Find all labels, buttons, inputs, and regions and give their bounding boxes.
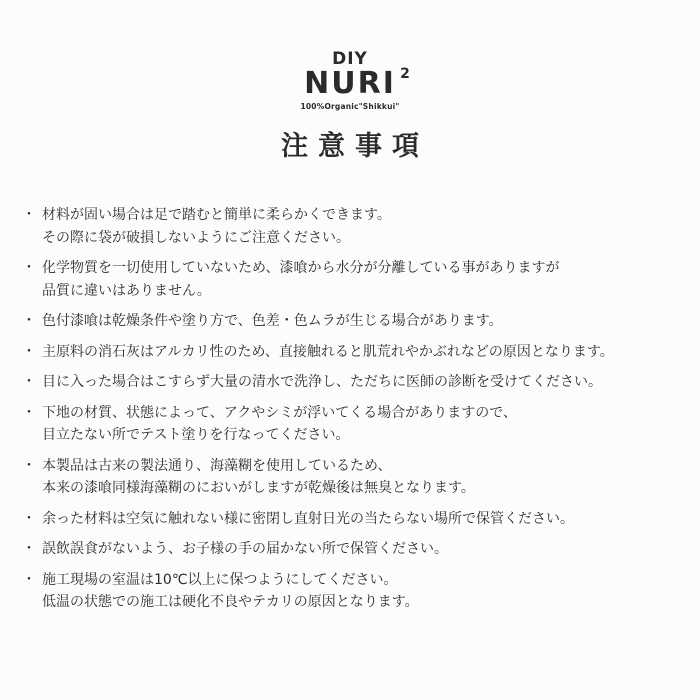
- logo-diy-text: DIY: [332, 49, 368, 69]
- caution-text-line: 余った材料は空気に触れない様に密閉し直射日光の当たらない場所で保管ください。: [42, 510, 574, 527]
- logo-nuri-text: NURI: [304, 66, 396, 101]
- bullet-mark: ・: [22, 404, 36, 421]
- caution-item: [22, 310, 687, 333]
- caution-text-line: 主原料の消石灰はアルカリ性のため、直接触れると肌荒れやかぶれなどの原因となります。: [42, 343, 614, 360]
- caution-text-line: 本製品は古来の製法通り、海藻糊を使用しているため、: [42, 457, 392, 474]
- caution-item: [22, 371, 687, 394]
- brand-logo: [0, 50, 700, 112]
- logo-tagline: 100%Organic"Shikkui": [300, 102, 400, 111]
- caution-item: [22, 455, 687, 500]
- caution-item: [22, 204, 687, 249]
- caution-text-line: 誤飲誤食がないよう、お子様の手の届かない所で保管ください。: [42, 541, 448, 557]
- logo-wordmark: [304, 66, 410, 101]
- caution-text-line: その際に袋が破損しないようにご注意ください。: [42, 229, 350, 246]
- bullet-mark: ・: [22, 571, 36, 588]
- caution-item: [22, 341, 687, 364]
- caution-text-line: 色付漆喰は乾燥条件や塗り方で、色差・色ムラが生じる場合があります。: [42, 313, 503, 329]
- caution-item: [22, 257, 687, 302]
- caution-list: [22, 204, 687, 622]
- bullet-mark: ・: [22, 343, 36, 360]
- bullet-mark: ・: [22, 313, 36, 329]
- caution-text-line: 目に入った場合はこすらず大量の清水で洗浄し、ただちに医師の診断を受けてください。: [42, 374, 602, 390]
- bullet-mark: ・: [22, 457, 36, 474]
- caution-text-line: 品質に違いはありません。: [42, 282, 211, 299]
- caution-item: [22, 508, 687, 531]
- logo-superscript: 2: [400, 66, 410, 82]
- caution-item: [22, 538, 687, 561]
- bullet-mark: ・: [22, 260, 36, 276]
- caution-text-line: 目立たない所でテスト塗りを行なってください。: [42, 427, 350, 443]
- caution-text-line: 材料が固い場合は足で踏むと簡単に柔らかくできます。: [42, 207, 391, 223]
- caution-text-line: 化学物質を一切使用していないため、漆喰から水分が分離している事がありますが: [42, 260, 560, 276]
- bullet-mark: ・: [22, 541, 36, 557]
- caution-text-line: 施工現場の室温は10℃以上に保つようにしてください。: [42, 571, 398, 588]
- caution-item: [22, 569, 687, 614]
- caution-item: [22, 402, 687, 447]
- caution-text-line: 本来の漆喰同様海藻糊のにおいがしますが乾燥後は無臭となります。: [42, 480, 475, 496]
- bullet-mark: ・: [22, 207, 36, 223]
- bullet-mark: ・: [22, 374, 36, 390]
- page-title: 注意事項: [281, 131, 429, 162]
- bullet-mark: ・: [22, 510, 36, 527]
- caution-text-line: 低温の状態での施工は硬化不良やテカリの原因となります。: [42, 594, 419, 610]
- caution-text-line: 下地の材質、状態によって、アクやシミが浮いてくる場合がありますので、: [42, 404, 518, 421]
